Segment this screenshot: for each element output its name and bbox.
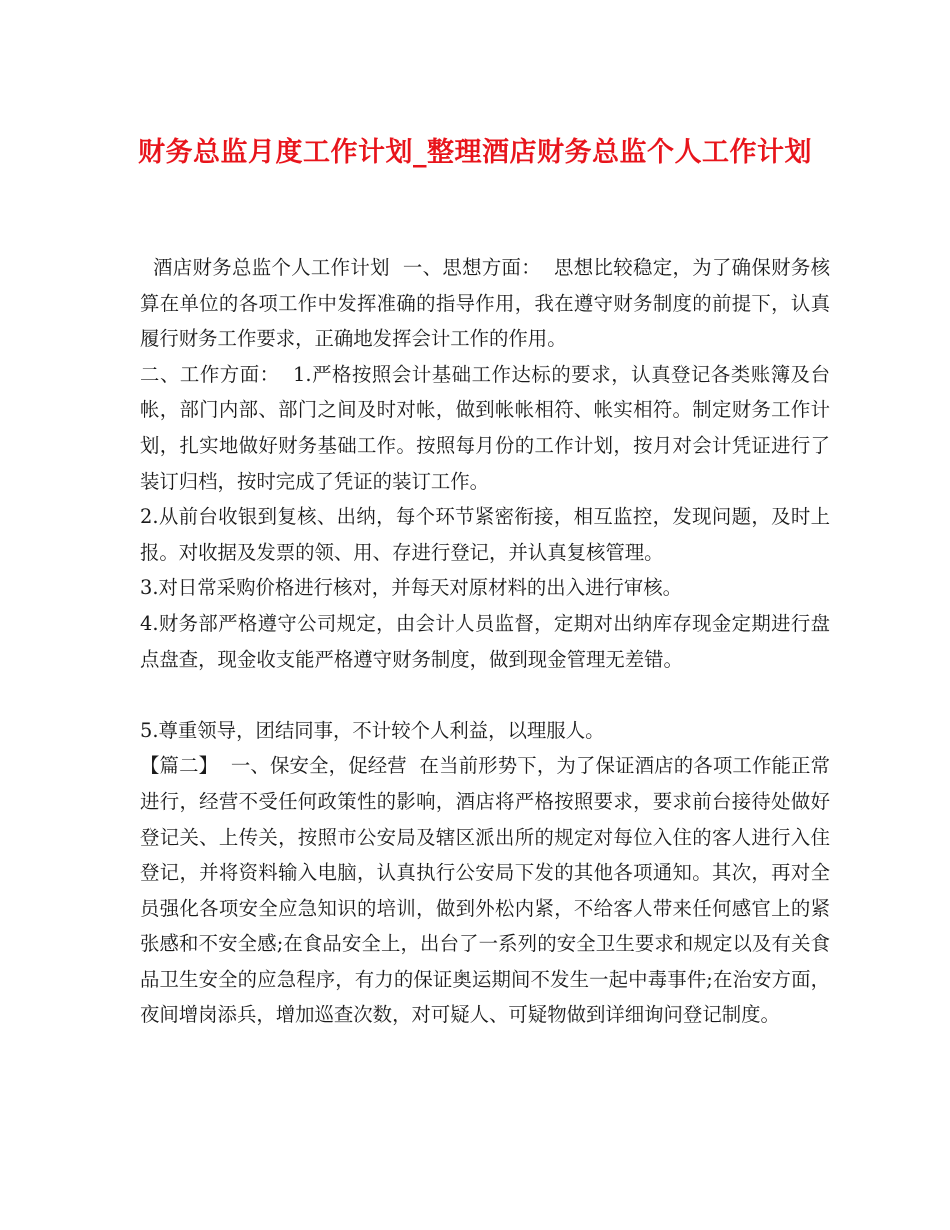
paragraph-work: 二、工作方面： 1.严格按照会计基础工作达标的要求，认真登记各类账簿及台帐，部门内部、部门之间及时对帐，做到帐帐相符、帐实相符。制定财务工作计划，扎实地做好财务基础工作。按照每月份的工作计划，按月对会计凭证进行了装订归档，按时完成了凭证的装订工作。 bbox=[140, 362, 830, 493]
document-body bbox=[140, 250, 830, 1033]
paragraph-item-2: 2.从前台收银到复核、出纳，每个环节紧密衔接，相互监控，发现问题，及时上报。对收据及发票的领、用、存进行登记，并认真复核管理。 bbox=[140, 505, 830, 564]
paragraph-item-4: 4.财务部严格遵守公司规定，由会计人员监督，定期对出纳库存现金定期进行盘点盘查，现金收支能严格遵守财务制度，做到现金管理无差错。 bbox=[140, 611, 830, 671]
paragraph-part-two: 【篇二】 一、保安全，促经营 在当前形势下，为了保证酒店的各项工作能正常进行，经营不受任何政策性的影响，酒店将严格按照要求，要求前台接待处做好登记关、上传关，按照市公安局及辖区派出所的规定对每位入住的客人进行入住登记，并将资料输入电脑，认真执行公安局下发的其他各项通知。其次，再对全员强化各项安全应急知识的培训，做到外松内紧，不给客人带来任何感官上的紧张感和不安全感;在食品安全上，出台了一系列的安全卫生要求和规定以及有关食品卫生安全的应急程序，有力的保证奥运期间不发生一起中毒事件;在治安方面，夜间增岗添兵，增加巡查次数，对可疑人、可疑物做到详细询问登记制度。 bbox=[140, 754, 830, 1027]
paragraph-item-3: 3.对日常采购价格进行核对，并每天对原材料的出入进行审核。 bbox=[140, 576, 683, 600]
paragraph-spacer bbox=[140, 677, 830, 713]
paragraph-item-5: 5.尊重领导，团结同事，不计较个人利益，以理服人。 bbox=[140, 718, 605, 742]
paragraph-intro: 酒店财务总监个人工作计划 一、思想方面： 思想比较稳定，为了确保财务核算在单位的各项工作中发挥准确的指导作用，我在遵守财务制度的前提下，认真履行财务工作要求，正确地发挥会计工作的作用。 bbox=[140, 256, 831, 351]
document-title: 财务总监月度工作计划_整理酒店财务总监个人工作计划 bbox=[138, 137, 812, 168]
